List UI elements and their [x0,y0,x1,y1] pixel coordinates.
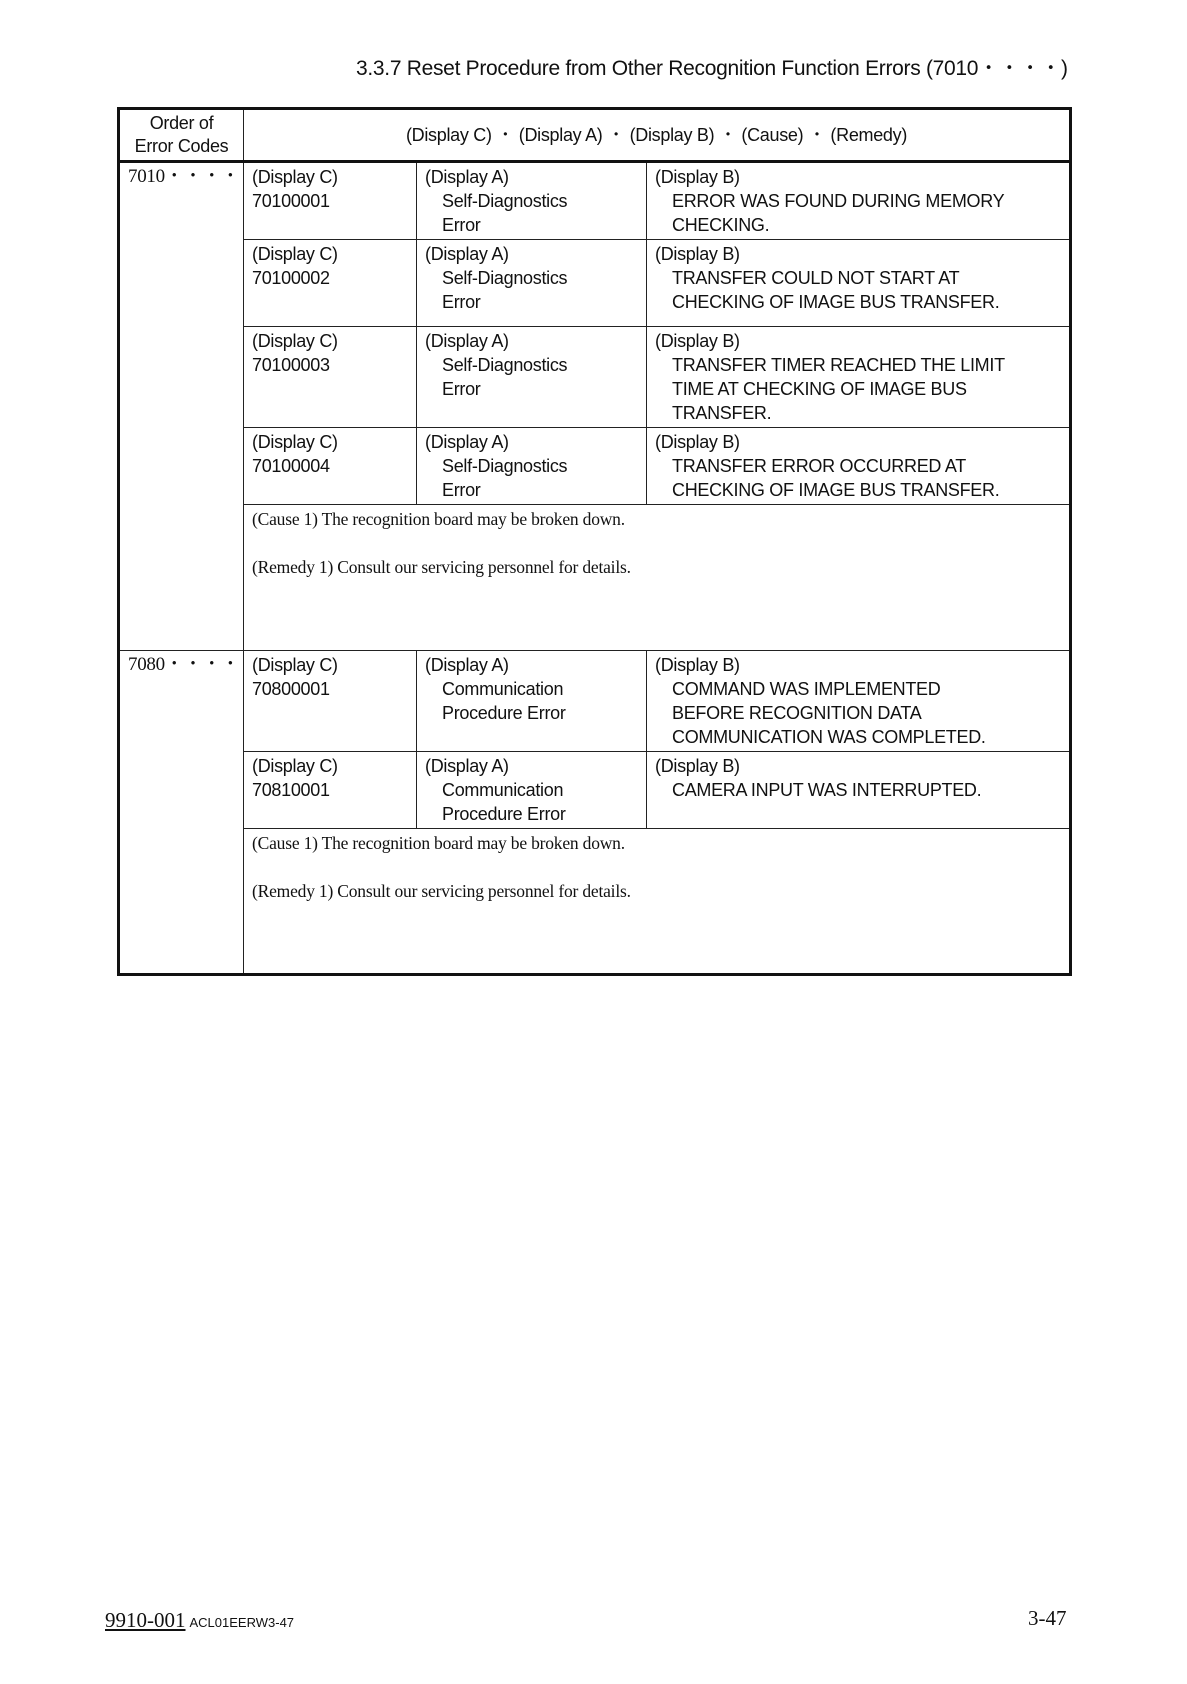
display-c-code: 70100003 [252,355,330,375]
display-b-message: ERROR WAS FOUND DURING MEMORY [672,191,1005,211]
display-a-cell [417,327,647,428]
table-header [119,109,1071,162]
display-b-cell [647,240,1071,327]
table-row [119,327,1071,428]
display-c-cell [244,327,417,428]
order-header [119,109,244,162]
table-row [119,240,1071,327]
display-b-message: CHECKING OF IMAGE BUS TRANSFER. [672,292,1000,312]
display-a-text: Self-Diagnostics [442,355,568,375]
display-b-cell [647,327,1071,428]
display-c-label: (Display C) [252,331,338,351]
display-c-label: (Display C) [252,244,338,264]
cause-text: (Cause 1) The recognition board may be broken down. [252,509,625,529]
error-code-group: 7010・・・・ [119,162,244,651]
display-a-label: (Display A) [425,655,509,675]
display-b-message: CAMERA INPUT WAS INTERRUPTED. [672,780,982,800]
display-c-code: 70100002 [252,268,330,288]
cause-remedy-cell [244,505,1071,651]
display-b-message: CHECKING OF IMAGE BUS TRANSFER. [672,480,1000,500]
table-row [119,651,1071,752]
display-c-cell [244,428,417,505]
display-b-message: TIME AT CHECKING OF IMAGE BUS [672,379,967,399]
display-a-cell [417,752,647,829]
footer-doc [105,1608,294,1633]
display-a-label: (Display A) [425,756,509,776]
cause-remedy-cell [244,829,1071,975]
display-c-label: (Display C) [252,167,338,187]
display-b-cell [647,162,1071,240]
display-a-text: Self-Diagnostics [442,268,568,288]
display-a-cell [417,428,647,505]
display-b-message: COMMUNICATION WAS COMPLETED. [672,727,986,747]
display-b-label: (Display B) [655,756,740,776]
display-a-cell [417,162,647,240]
display-a-text: Procedure Error [442,804,566,824]
display-a-text: Self-Diagnostics [442,456,568,476]
display-b-message: TRANSFER TIMER REACHED THE LIMIT [672,355,1005,375]
order-header-line1: Order of [149,113,214,133]
display-a-cell [417,240,647,327]
display-c-cell [244,752,417,829]
doc-id: ACL01EERW3-47 [189,1615,295,1630]
display-b-label: (Display B) [655,655,740,675]
display-b-label: (Display B) [655,244,740,264]
error-code-table [117,107,1072,976]
display-b-label: (Display B) [655,167,740,187]
page-number: 3-47 [1028,1606,1067,1630]
display-b-cell [647,752,1071,829]
display-a-cell [417,651,647,752]
table-row [119,752,1071,829]
order-header-line2: Error Codes [134,136,229,156]
display-c-code: 70800001 [252,679,330,699]
table-row [119,428,1071,505]
display-b-label: (Display B) [655,432,740,452]
cause-remedy-row [119,829,1071,975]
display-a-text: Error [442,379,481,399]
display-a-text: Error [442,292,481,312]
cause-text: (Cause 1) The recognition board may be broken down. [252,833,625,853]
display-a-text: Communication [442,780,564,800]
display-c-label: (Display C) [252,756,338,776]
remedy-text: (Remedy 1) Consult our servicing personnel for details. [252,557,631,577]
display-c-cell [244,651,417,752]
display-c-label: (Display C) [252,655,338,675]
display-a-text: Self-Diagnostics [442,191,568,211]
display-c-code: 70100001 [252,191,330,211]
display-a-text: Error [442,215,481,235]
display-b-message: TRANSFER COULD NOT START AT [672,268,960,288]
display-b-message: TRANSFER ERROR OCCURRED AT [672,456,966,476]
display-c-label: (Display C) [252,432,338,452]
display-b-message: BEFORE RECOGNITION DATA [672,703,922,723]
display-b-message: CHECKING. [672,215,770,235]
display-a-text: Error [442,480,481,500]
display-a-text: Communication [442,679,564,699]
doc-number: 9910-001 [105,1608,186,1632]
display-a-label: (Display A) [425,331,509,351]
display-a-label: (Display A) [425,167,509,187]
cause-remedy-row [119,505,1071,651]
page-title: 3.3.7 Reset Procedure from Other Recognition Function Errors (7010・・・・) [356,57,1068,80]
display-c-cell [244,240,417,327]
display-c-cell [244,162,417,240]
display-b-cell [647,651,1071,752]
error-code-group: 7080・・・・ [119,651,244,975]
table-row [119,162,1071,240]
display-c-code: 70810001 [252,780,330,800]
columns-header: (Display C) ・ (Display A) ・ (Display B) ・ (Cause) ・ (Remedy) [244,109,1071,162]
display-b-label: (Display B) [655,331,740,351]
display-a-text: Procedure Error [442,703,566,723]
display-a-label: (Display A) [425,244,509,264]
display-b-message: COMMAND WAS IMPLEMENTED [672,679,941,699]
display-c-code: 70100004 [252,456,330,476]
display-b-message: TRANSFER. [672,403,772,423]
remedy-text: (Remedy 1) Consult our servicing personnel for details. [252,881,631,901]
display-a-label: (Display A) [425,432,509,452]
display-b-cell [647,428,1071,505]
